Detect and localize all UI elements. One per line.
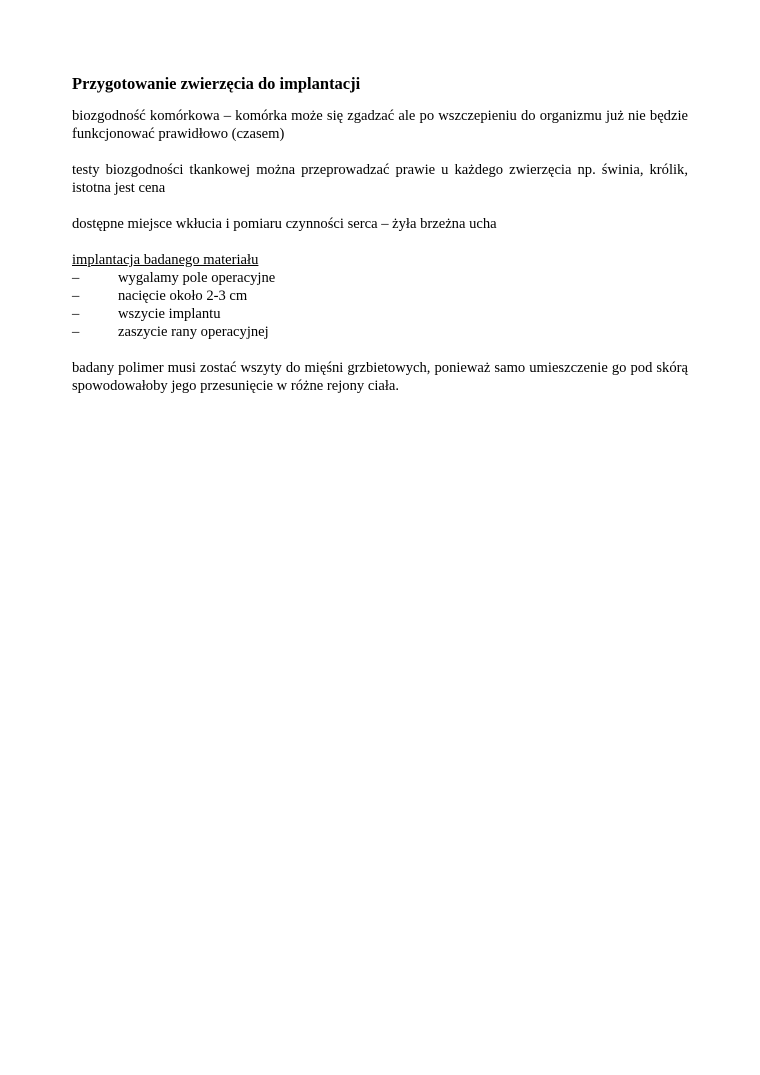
paragraph-tissue-tests: testy biozgodności tkankowej można przeprowadzać prawie u każdego zwierzęcia np. świnia, królik, istotna jest cena [72,162,688,196]
list-heading: implantacja badanego materiału [72,252,259,268]
list-item [72,323,688,341]
procedure-list [72,269,688,341]
dash-bullet: – [72,306,80,322]
list-item [72,269,688,287]
list-item [72,287,688,305]
list-item-text: nacięcie około 2-3 cm [118,288,248,304]
document-title: Przygotowanie zwierzęcia do implantacji [72,74,361,93]
paragraph-cell-biocompatibility: biozgodność komórkowa – komórka może się zgadzać ale po wszczepieniu do organizmu już nie będzie funkcjonować prawidłowo (czasem) [72,108,688,142]
paragraph-injection-site: dostępne miejsce wkłucia i pomiaru czynności serca – żyła brzeżna ucha [72,216,497,232]
list-item-text: wszycie implantu [118,306,221,322]
list-item-text: wygalamy pole operacyjne [118,270,276,286]
document-content [72,74,688,413]
paragraph-polymer-placement: badany polimer musi zostać wszyty do mięśni grzbietowych, ponieważ samo umieszczenie go pod skórą spowodowałoby jego przesunięcie w różne rejony ciała. [72,360,688,394]
dash-bullet: – [72,270,80,286]
dash-bullet: – [72,288,80,304]
dash-bullet: – [72,324,80,340]
list-item [72,305,688,323]
list-item-text: zaszycie rany operacyjnej [118,324,269,340]
